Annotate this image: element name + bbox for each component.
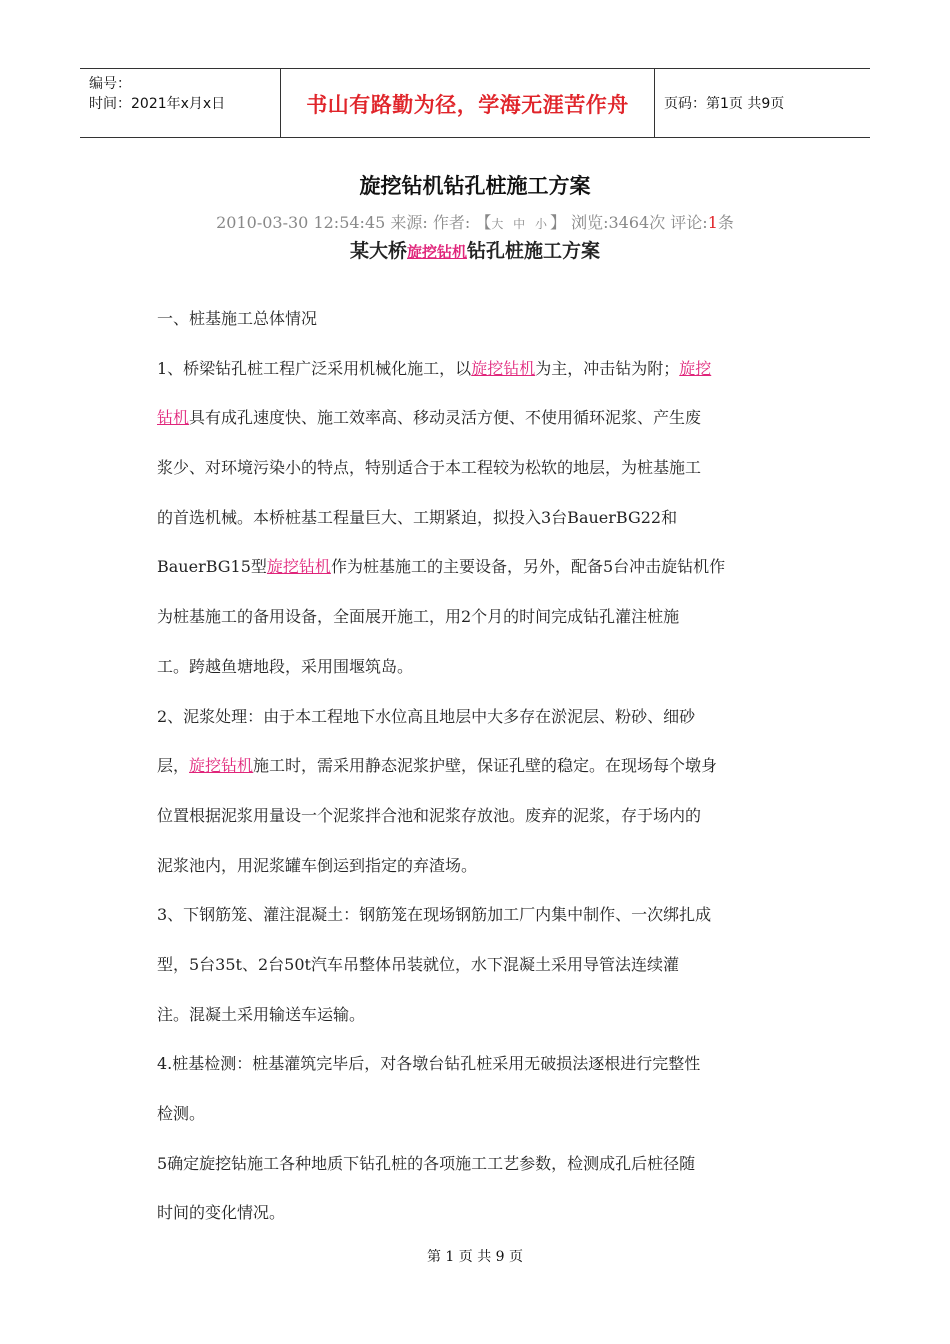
number-label: 编号： [89, 76, 131, 92]
text-run: 具有成孔速度快、施工效率高、移动灵活方便、不使用循环泥浆、产生废 [189, 408, 702, 428]
meta-views: 】 浏览:3464次 评论: [550, 213, 708, 232]
meta-date-source: 2010-03-30 12:54:45 来源: 作者: 【 [216, 213, 492, 232]
paragraph-line: 注。混凝土采用输送车运输。 [157, 1004, 366, 1024]
article-body [157, 301, 793, 1245]
header-page-code: 页码：第1页 共9页 [664, 96, 785, 112]
keyword-link[interactable]: 旋挖 [679, 358, 712, 378]
header-motto: 书山有路勤为径，学海无涯苦作舟 [306, 93, 629, 117]
document-header [80, 68, 870, 138]
paragraph-line: 的首选机械。本桥桩基工程量巨大、工期紧迫，拟投入3台BauerBG22和 [157, 507, 678, 527]
paragraph-line: 4.桩基检测：桩基灌筑完毕后，对各墩台钻孔桩采用无破损法逐根进行完整性 [157, 1054, 701, 1074]
keyword-link[interactable]: 钻机 [157, 408, 190, 428]
paragraph-line: 2、泥浆处理：由于本工程地下水位高且地层中大多存在淤泥层、粉砂、细砂 [157, 706, 696, 726]
text-run: BauerBG15型 [157, 557, 267, 577]
subtitle-suffix: 钻孔桩施工方案 [467, 240, 601, 262]
page-title: 旋挖钻机钻孔桩施工方案 [359, 173, 591, 198]
text-run: 作为桩基施工的主要设备，另外，配备5台冲击旋钻机作 [330, 557, 726, 577]
text-run: 1、桥梁钻孔桩工程广泛采用机械化施工，以 [157, 358, 472, 378]
text-run: 层， [157, 756, 190, 776]
text-run: 施工时，需采用静态泥浆护壁，保证孔壁的稳定。在现场每个墩身 [253, 756, 718, 776]
subtitle-prefix: 某大桥 [349, 240, 407, 262]
section-heading: 一、桩基施工总体情况 [157, 309, 318, 328]
paragraph-line [157, 549, 793, 599]
paragraph-line: 工。跨越鱼塘地段，采用围堰筑岛。 [157, 656, 414, 676]
paragraph-line: 检测。 [157, 1104, 206, 1123]
header-meta [80, 69, 280, 137]
meta-suffix: 条 [717, 213, 734, 232]
page-footer: 第 1 页 共 9 页 [426, 1249, 524, 1265]
keyword-link[interactable]: 旋挖钻机 [471, 358, 536, 378]
paragraph-line: 时间的变化情况。 [157, 1203, 286, 1223]
comment-count[interactable]: 1 [707, 213, 718, 232]
paragraph-line: 位置根据泥浆用量设一个泥浆拌合池和泥浆存放池。废弃的泥浆，存于场内的 [157, 805, 702, 825]
subtitle-link[interactable]: 旋挖钻机 [406, 243, 467, 261]
paragraph-line: 为桩基施工的备用设备，全面展开施工，用2个月的时间完成钻孔灌注桩施 [157, 607, 680, 627]
paragraph-line [157, 748, 793, 798]
paragraph-line: 3、下钢筋笼、灌注混凝土：钢筋笼在现场钢筋加工厂内集中制作、一次绑扎成 [157, 905, 712, 925]
header-divider [654, 69, 655, 137]
paragraph-line [157, 351, 793, 401]
font-size-switch[interactable]: 大 中 小 [491, 217, 550, 231]
text-run: 为主，冲击钻为附； [535, 358, 680, 378]
keyword-link[interactable]: 旋挖钻机 [189, 756, 254, 776]
paragraph-line [157, 400, 793, 450]
article-meta [0, 210, 950, 233]
paragraph-line: 型，5台35t、2台50t汽车吊整体吊装就位，水下混凝土采用导管法连续灌 [157, 954, 679, 974]
paragraph-line: 泥浆池内，用泥浆罐车倒运到指定的弃渣场。 [157, 855, 478, 875]
paragraph-line: 5确定旋挖钻施工各种地质下钻孔桩的各项施工工艺参数，检测成孔后桩径随 [157, 1153, 696, 1173]
time-label: 时间：2021年x月x日 [89, 96, 226, 112]
article-subtitle [0, 236, 950, 263]
keyword-link[interactable]: 旋挖钻机 [266, 557, 331, 577]
paragraph-line: 浆少、对环境污染小的特点，特别适合于本工程较为松软的地层，为桩基施工 [157, 458, 702, 478]
